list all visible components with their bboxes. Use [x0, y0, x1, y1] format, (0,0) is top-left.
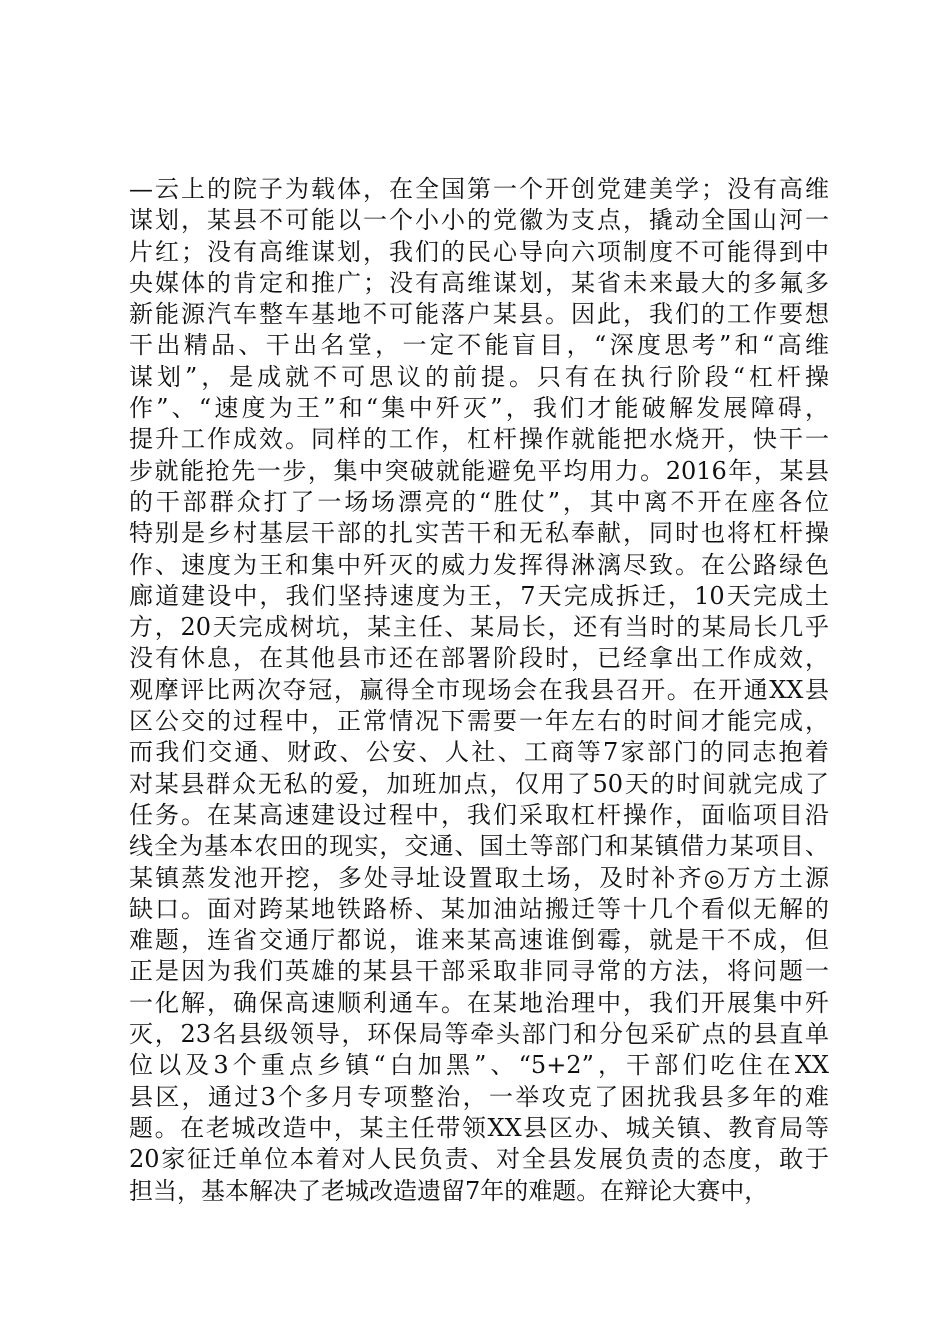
text-line: 没有休息，在其他县市还在部署阶段时，已经拿出工作成效， [129, 644, 829, 673]
text-line: 片红；没有高维谋划，我们的民心导向六项制度不可能得到中 [129, 237, 829, 266]
body-paragraph [129, 174, 829, 1207]
text-line: 方，20天完成树坑，某主任、某局长，还有当时的某局长几乎 [129, 613, 829, 642]
text-line: 央媒体的肯定和推广；没有高维谋划，某省未来最大的多氟多 [129, 268, 829, 297]
text-line: 位以及3个重点乡镇“白加黑”、“5+2”，干部们吃住在XX [129, 1051, 829, 1080]
text-line: 作”、“速度为王”和“集中歼灭”，我们才能破解发展障碍， [129, 394, 829, 423]
text-line: 谋划，某县不可能以一个小小的党徽为支点，撬动全国山河一 [129, 206, 829, 235]
text-line: 特别是乡村基层干部的扎实苦干和无私奉献，同时也将杠杆操 [129, 519, 829, 548]
text-line: 廊道建设中，我们坚持速度为王，7天完成拆迁，10天完成土 [129, 581, 829, 610]
text-line: 正是因为我们英雄的某县干部采取非同寻常的方法，将问题一 [129, 957, 829, 986]
text-line: 作、速度为王和集中歼灭的威力发挥得淋漓尽致。在公路绿色 [129, 550, 829, 579]
text-line: 线全为基本农田的现实，交通、国土等部门和某镇借力某项目、 [129, 832, 829, 861]
text-line: 某镇蒸发池开挖，多处寻址设置取土场，及时补齐◎万方土源 [129, 863, 829, 892]
text-line: 谋划”，是成就不可思议的前提。只有在执行阶段“杠杆操 [129, 362, 829, 391]
text-line: 题。在老城改造中，某主任带领XX县区办、城关镇、教育局等 [129, 1113, 829, 1142]
text-line: 对某县群众无私的爱，加班加点，仅用了50天的时间就完成了 [129, 769, 829, 798]
text-line: 区公交的过程中，正常情况下需要一年左右的时间才能完成， [129, 707, 829, 736]
text-line: 县区，通过3个多月专项整治，一举攻克了困扰我县多年的难 [129, 1082, 829, 1111]
text-line: 观摩评比两次夺冠，赢得全市现场会在我县召开。在开通XX县 [129, 675, 829, 704]
text-line: 任务。在某高速建设过程中，我们采取杠杆操作，面临项目沿 [129, 800, 829, 829]
text-line: 灭，23名县级领导，环保局等牵头部门和分包采矿点的县直单 [129, 1020, 829, 1049]
text-line: 一化解，确保高速顺利通车。在某地治理中，我们开展集中歼 [129, 988, 829, 1017]
text-line: 担当，基本解决了老城改造遗留7年的难题。在辩论大赛中， [129, 1176, 769, 1205]
text-line: 缺口。面对跨某地铁路桥、某加油站搬迁等十几个看似无解的 [129, 894, 829, 923]
text-line: —云上的院子为载体，在全国第一个开创党建美学；没有高维 [129, 175, 829, 203]
text-line: 新能源汽车整车基地不可能落户某县。因此，我们的工作要想 [129, 300, 829, 329]
text-line: 难题，连省交通厅都说，谁来某高速谁倒霉，就是干不成，但 [129, 926, 829, 955]
text-line: 的干部群众打了一场场漂亮的“胜仗”，其中离不开在座各位 [129, 487, 829, 516]
text-line: 提升工作成效。同样的工作，杠杆操作就能把水烧开，快干一 [129, 425, 829, 454]
text-line: 干出精品、干出名堂，一定不能盲目，“深度思考”和“高维 [129, 331, 829, 360]
text-line: 20家征迁单位本着对人民负责、对全县发展负责的态度，敢于 [129, 1145, 829, 1174]
text-line: 步就能抢先一步，集中突破就能避免平均用力。2016年，某县 [129, 456, 829, 485]
text-line: 而我们交通、财政、公安、人社、工商等7家部门的同志抱着 [129, 738, 829, 767]
